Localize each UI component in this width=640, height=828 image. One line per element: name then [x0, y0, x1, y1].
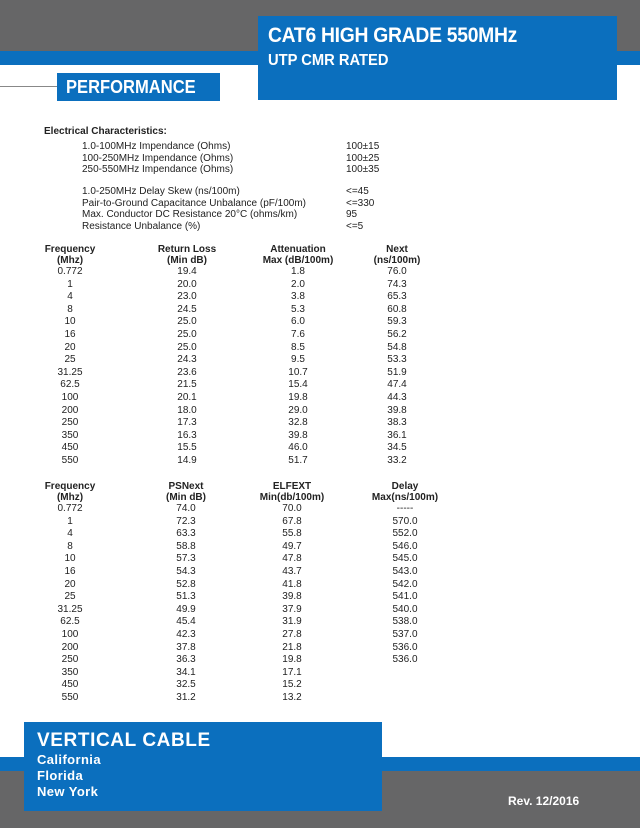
table-cell: 450 — [61, 679, 79, 691]
product-subtitle: UTP CMR RATED — [268, 52, 389, 69]
table-cell: 53.3 — [387, 354, 407, 366]
table-cell: 63.3 — [176, 528, 196, 540]
table-cell: 41.8 — [282, 578, 302, 590]
column-header: Frequency — [44, 481, 96, 492]
table-cell: 100 — [61, 628, 79, 640]
table-cell: 8.5 — [291, 341, 305, 353]
table-column — [10, 244, 130, 468]
table-cell: 52.8 — [176, 578, 196, 590]
table-cell: 0.772 — [57, 266, 83, 277]
column-header: ELFEXT — [272, 481, 312, 492]
table-cell: 60.8 — [387, 303, 407, 315]
table-cell: 65.3 — [387, 291, 407, 303]
table-cell: 250 — [61, 417, 79, 429]
table-cell: 24.5 — [177, 303, 197, 315]
section-label — [57, 73, 220, 101]
table-cell: 18.0 — [177, 404, 197, 416]
column-unit: (Mhz) — [56, 255, 84, 266]
column-header: Attenuation — [270, 244, 326, 255]
table-cell: 31.25 — [57, 366, 83, 378]
location: Florida — [37, 768, 84, 783]
spec-value: <=45 — [346, 186, 369, 197]
table-cell: 19.8 — [288, 391, 308, 403]
table-cell: 20 — [64, 578, 76, 590]
table-cell: ----- — [396, 503, 414, 514]
table-cell: 546.0 — [392, 540, 418, 552]
table-cell: 39.8 — [387, 404, 407, 416]
table-cell: 543.0 — [392, 565, 418, 577]
table-cell: 39.8 — [288, 429, 308, 441]
table-cell: 27.8 — [282, 628, 302, 640]
table-cell: 17.1 — [282, 666, 302, 678]
table-cell: 25.0 — [177, 341, 197, 353]
table-cell: 2.0 — [291, 278, 305, 290]
table-cell: 4 — [67, 528, 73, 540]
table-cell: 62.5 — [60, 616, 80, 628]
spec-value: 100±35 — [346, 164, 380, 175]
table-column — [127, 244, 247, 468]
table-cell: 49.7 — [282, 540, 302, 552]
table-cell: 23.0 — [177, 291, 197, 303]
table-cell: 13.2 — [282, 691, 302, 703]
table-cell: 47.8 — [282, 553, 302, 565]
table-cell: 70.0 — [282, 503, 302, 514]
table-cell: 550 — [61, 691, 79, 703]
table-cell: 47.4 — [387, 379, 407, 391]
column-header: PSNext — [168, 481, 204, 492]
table-cell: 15.2 — [282, 679, 302, 691]
table-cell: 45.4 — [176, 616, 196, 628]
column-unit: (Min dB) — [167, 255, 207, 266]
table-cell: 20.0 — [177, 278, 197, 290]
table-cell: 44.3 — [387, 391, 407, 403]
table-cell: 54.8 — [387, 341, 407, 353]
table-cell: 536.0 — [392, 641, 418, 653]
table-cell: 24.3 — [177, 354, 197, 366]
table-cell: 74.0 — [176, 503, 196, 514]
table-cell: 1 — [67, 515, 73, 527]
table-cell: 25 — [64, 354, 76, 366]
table-cell: 58.8 — [176, 540, 196, 552]
spec-label: Max. Conductor DC Resistance 20°C (ohms/km) — [82, 209, 298, 220]
table-cell: 542.0 — [392, 578, 418, 590]
table-cell: 552.0 — [392, 528, 418, 540]
table-cell: 15.4 — [288, 379, 308, 391]
table-cell: 7.6 — [291, 328, 305, 340]
table-column — [126, 481, 246, 705]
table-column — [10, 481, 130, 705]
table-cell: 550 — [61, 454, 79, 466]
footer-box — [24, 722, 382, 811]
table-cell: 51.9 — [387, 366, 407, 378]
table-cell: 10.7 — [288, 366, 308, 378]
table-cell: 450 — [61, 442, 79, 454]
table-cell: 19.4 — [177, 266, 197, 277]
table-column — [337, 244, 457, 468]
company-name: VERTICAL CABLE — [37, 730, 211, 751]
table-cell: 8 — [67, 303, 73, 315]
table-cell: 9.5 — [291, 354, 305, 366]
table-cell: 25.0 — [177, 316, 197, 328]
spec-value: 100±25 — [346, 152, 380, 164]
table-cell: 51.3 — [176, 591, 196, 603]
table-cell: 31.2 — [176, 691, 196, 703]
table-cell: 39.8 — [282, 591, 302, 603]
product-title: CAT6 HIGH GRADE 550MHz — [268, 24, 518, 47]
table-cell: 10 — [64, 316, 76, 328]
table-cell: 21.5 — [177, 379, 197, 391]
spec-label: Resistance Unbalance (%) — [82, 220, 201, 232]
table-cell: 6.0 — [291, 316, 305, 328]
table-cell: 3.8 — [291, 291, 305, 303]
table-cell: 59.3 — [387, 316, 407, 328]
spec-label: Pair-to-Ground Capacitance Unbalance (pF/100m) — [82, 197, 306, 209]
title-box — [258, 16, 617, 100]
table-cell: 29.0 — [288, 404, 308, 416]
table-cell: 56.2 — [387, 328, 407, 340]
table-cell: 54.3 — [176, 565, 196, 577]
table-column — [232, 481, 352, 705]
table-cell: 36.1 — [387, 429, 407, 441]
electrical-heading: Electrical Characteristics: — [44, 126, 167, 137]
table-cell: 4 — [67, 291, 73, 303]
section-rule — [0, 86, 57, 87]
table-cell: 36.3 — [176, 654, 196, 666]
table-cell: 55.8 — [282, 528, 302, 540]
table-cell: 100 — [61, 391, 79, 403]
table-cell: 37.9 — [282, 603, 302, 615]
table-cell: 0.772 — [57, 503, 83, 514]
table-cell: 57.3 — [176, 553, 196, 565]
table-cell: 23.6 — [177, 366, 197, 378]
location: California — [37, 752, 101, 767]
spec-label: 250-550MHz Impendance (Ohms) — [82, 164, 234, 175]
table-cell: 46.0 — [288, 442, 308, 454]
spec-value: <=330 — [346, 197, 375, 209]
table-cell: 76.0 — [387, 266, 407, 277]
column-header: Frequency — [44, 244, 96, 255]
table-cell: 25 — [64, 591, 76, 603]
table-cell: 8 — [67, 540, 73, 552]
table-cell: 51.7 — [288, 454, 308, 466]
table-cell: 25.0 — [177, 328, 197, 340]
table-cell: 32.8 — [288, 417, 308, 429]
table-cell: 538.0 — [392, 616, 418, 628]
table-cell: 545.0 — [392, 553, 418, 565]
table-cell: 20.1 — [177, 391, 197, 403]
table-cell: 72.3 — [176, 515, 196, 527]
spec-value: <=5 — [346, 220, 364, 232]
table-column — [345, 481, 465, 667]
table-cell: 16 — [64, 565, 76, 577]
table-cell: 5.3 — [291, 303, 305, 315]
table-cell: 540.0 — [392, 603, 418, 615]
table-cell: 33.2 — [387, 454, 407, 466]
table-cell: 74.3 — [387, 278, 407, 290]
column-unit: Max (dB/100m) — [262, 255, 334, 266]
table-cell: 536.0 — [392, 654, 418, 666]
table-cell: 31.25 — [57, 603, 83, 615]
table-cell: 1.8 — [291, 266, 305, 277]
table-cell: 250 — [61, 654, 79, 666]
column-header: Return Loss — [157, 244, 217, 255]
spec-label: 100-250MHz Impendance (Ohms) — [82, 152, 234, 164]
spec-value: 95 — [346, 209, 358, 220]
table-cell: 10 — [64, 553, 76, 565]
table-cell: 17.3 — [177, 417, 197, 429]
table-cell: 350 — [61, 666, 79, 678]
spec-label: 1.0-100MHz Impendance (Ohms) — [82, 141, 231, 152]
table-cell: 67.8 — [282, 515, 302, 527]
column-unit: Min(db/100m) — [259, 492, 325, 503]
column-unit: (Mhz) — [56, 492, 84, 503]
table-cell: 541.0 — [392, 591, 418, 603]
table-cell: 570.0 — [392, 515, 418, 527]
table-cell: 1 — [67, 278, 73, 290]
table-cell: 34.1 — [176, 666, 196, 678]
table-cell: 14.9 — [177, 454, 197, 466]
table-cell: 42.3 — [176, 628, 196, 640]
location: New York — [37, 784, 99, 799]
column-header: Next — [386, 244, 408, 255]
spec-value: 100±15 — [346, 141, 380, 152]
table-cell: 537.0 — [392, 628, 418, 640]
spec-label: 1.0-250MHz Delay Skew (ns/100m) — [82, 186, 240, 197]
table-cell: 62.5 — [60, 379, 80, 391]
table-cell: 32.5 — [176, 679, 196, 691]
column-unit: Max(ns/100m) — [371, 492, 439, 503]
table-cell: 31.9 — [282, 616, 302, 628]
table-cell: 200 — [61, 641, 79, 653]
table-cell: 19.8 — [282, 654, 302, 666]
section-label-text: PERFORMANCE — [66, 77, 196, 97]
column-unit: (ns/100m) — [373, 255, 421, 266]
table-cell: 16 — [64, 328, 76, 340]
table-cell: 37.8 — [176, 641, 196, 653]
column-header: Delay — [391, 481, 419, 492]
table-cell: 20 — [64, 341, 76, 353]
table-cell: 350 — [61, 429, 79, 441]
table-cell: 200 — [61, 404, 79, 416]
table-cell: 34.5 — [387, 442, 407, 454]
table-cell: 15.5 — [177, 442, 197, 454]
column-unit: (Min dB) — [166, 492, 206, 503]
revision-date: Rev. 12/2016 — [508, 794, 580, 808]
table-cell: 38.3 — [387, 417, 407, 429]
table-cell: 43.7 — [282, 565, 302, 577]
table-cell: 49.9 — [176, 603, 196, 615]
table-cell: 21.8 — [282, 641, 302, 653]
table-cell: 16.3 — [177, 429, 197, 441]
